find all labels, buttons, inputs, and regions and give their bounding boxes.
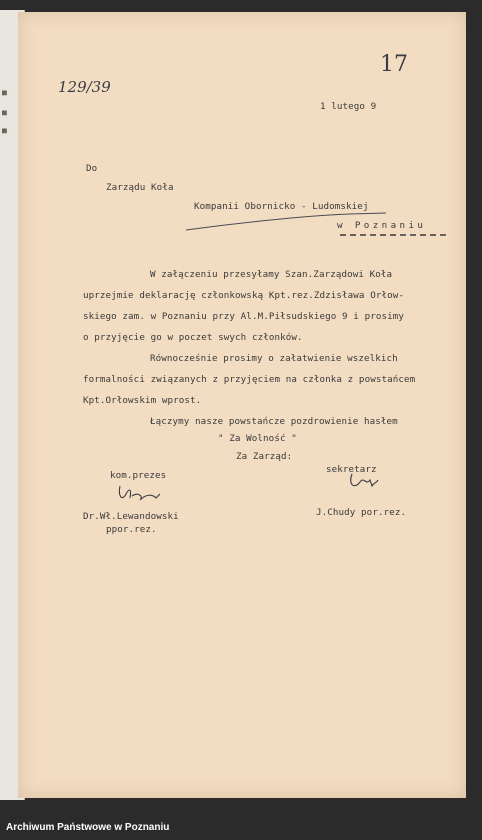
- right-role: sekretarz: [326, 464, 377, 475]
- right-signature-scribble: [351, 474, 378, 486]
- body-motto: " Za Wolność ": [218, 433, 297, 444]
- edge-mark: ■: [2, 126, 7, 135]
- left-signature-scribble: [119, 486, 160, 500]
- recipient-line-1: Zarządu Koła: [106, 182, 174, 193]
- body-line-1: W załączeniu przesyłamy Szan.Zarządowi Koła: [150, 269, 393, 280]
- body-line-5: Równocześnie prosimy o załatwienie wszelkich: [150, 353, 398, 364]
- archive-label: Archiwum Państwowe w Poznaniu: [6, 822, 170, 833]
- right-name: J.Chudy por.rez.: [316, 507, 407, 518]
- body-signoff: Za Zarząd:: [236, 451, 293, 462]
- body-line-7: Kpt.Orłowskim wprost.: [83, 395, 202, 406]
- left-role: kom.prezes: [110, 470, 167, 481]
- left-name: Dr.Wł.Lewandowski: [83, 511, 179, 522]
- to-label: Do: [86, 163, 98, 174]
- date-line: 1 lutego 9: [320, 101, 377, 112]
- body-line-2: uprzejmie deklarację członkowską Kpt.rez.Zdzisława Orłow-: [83, 290, 404, 301]
- left-rank: ppor.rez.: [106, 524, 157, 535]
- body-line-6: formalności związanych z przyjęciem na członka z powstańcem: [83, 374, 416, 385]
- edge-mark: ■: [2, 108, 7, 117]
- recipient-line-3: w Poznaniu: [337, 220, 427, 231]
- margin-note: 129/39: [58, 78, 111, 96]
- edge-mark: ■: [2, 88, 7, 97]
- body-line-8: Łączymy nasze powstańcze pozdrowienie hasłem: [150, 416, 398, 427]
- body-line-4: o przyjęcie go w poczet swych członków.: [83, 332, 303, 343]
- recipient-line-2: Kompanii Obornicko - Ludomskiej: [194, 201, 369, 212]
- archival-number: 17: [380, 52, 408, 77]
- body-line-3: skiego zam. w Poznaniu przy Al.M.Piłsudskiego 9 i prosimy: [83, 311, 404, 322]
